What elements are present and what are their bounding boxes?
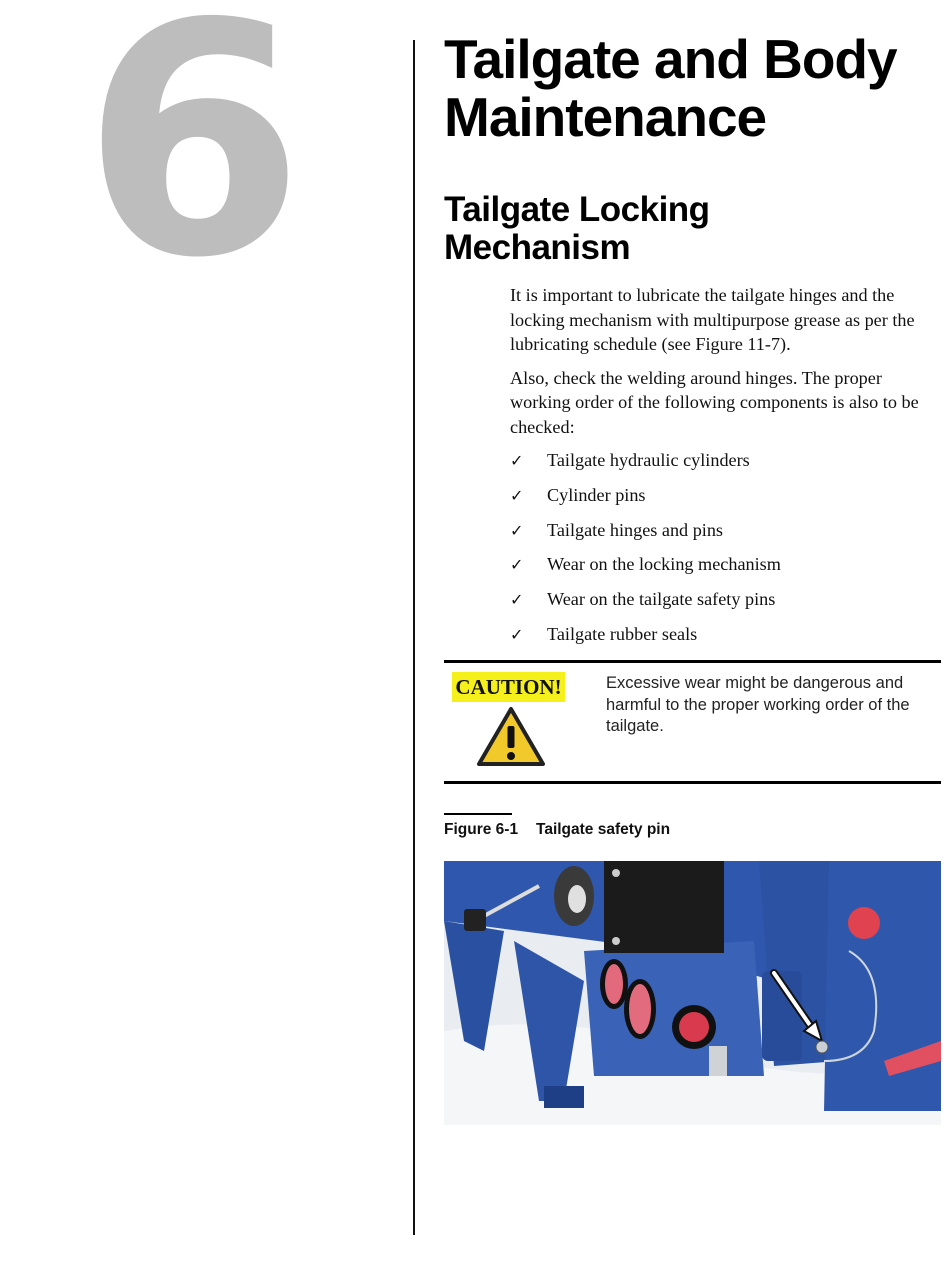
list-item: ✓ Tailgate hydraulic cylinders xyxy=(510,448,935,483)
list-item: ✓ Cylinder pins xyxy=(510,483,935,518)
section-title xyxy=(444,191,944,267)
checkmark-icon: ✓ xyxy=(510,590,524,610)
paragraph-lubrication: It is important to lubricate the tailgate hinges and the locking mechanism with multipurpose grease as per the lubricating schedule (see Figure 11-7). xyxy=(510,285,915,354)
checkmark-icon: ✓ xyxy=(510,485,524,505)
section-title-line1: Tailgate Locking xyxy=(444,190,710,229)
tailgate-photo-illustration xyxy=(444,861,941,1125)
checkmark-icon: ✓ xyxy=(510,624,524,644)
list-item: ✓ Tailgate hinges and pins xyxy=(510,518,935,553)
figure-caption xyxy=(444,821,670,839)
checkmark-icon: ✓ xyxy=(510,451,524,470)
component-checklist xyxy=(510,448,935,657)
caution-bottom-rule xyxy=(444,781,941,784)
page-title xyxy=(444,30,944,146)
figure-number: Figure 6-1 xyxy=(444,821,519,838)
warning-triangle-icon xyxy=(476,706,546,768)
checkmark-icon: ✓ xyxy=(510,555,524,575)
figure-photo-tailgate-safety-pin xyxy=(444,861,941,1125)
caution-text: Excessive wear might be dangerous and harmful to the proper working order of the tailgate. xyxy=(606,674,910,735)
section-body xyxy=(510,283,935,657)
caution-label: CAUTION! xyxy=(452,672,565,702)
section-title-line2: Mechanism xyxy=(444,228,631,267)
list-item: ✓ Wear on the locking mechanism xyxy=(510,552,935,587)
list-item: ✓ Tailgate rubber seals xyxy=(510,622,935,657)
page-title-line2: Maintenance xyxy=(444,86,767,148)
caution-top-rule xyxy=(444,660,941,663)
chapter-number: 6 xyxy=(82,0,295,328)
figure-rule xyxy=(444,813,512,815)
page-title-line1: Tailgate and Body xyxy=(444,28,897,90)
paragraph-welding: Also, check the welding around hinges. The proper working order of the following components is also to be checked: xyxy=(510,367,919,437)
list-item: ✓ Wear on the tailgate safety pins xyxy=(510,587,935,622)
checkmark-icon: ✓ xyxy=(510,520,524,540)
vertical-divider xyxy=(413,40,415,1235)
figure-title: Tailgate safety pin xyxy=(536,821,671,838)
